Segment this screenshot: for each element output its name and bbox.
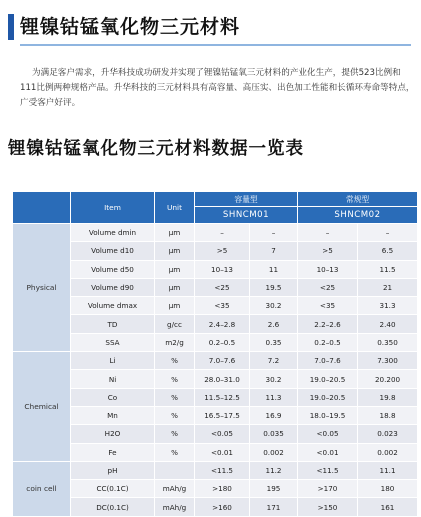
cell-s1: 16.5–17.5 bbox=[195, 406, 250, 424]
title-divider bbox=[20, 44, 411, 46]
cell-s2: – bbox=[298, 224, 358, 242]
table-row bbox=[13, 388, 418, 406]
cell-s1: <11.5 bbox=[195, 461, 250, 479]
cell-item: Co bbox=[71, 388, 155, 406]
cell-unit: μm bbox=[155, 278, 195, 296]
table-row bbox=[13, 315, 418, 333]
header-group-capacity: 容量型 bbox=[195, 192, 298, 207]
cell-s1: – bbox=[195, 224, 250, 242]
spec-table bbox=[12, 191, 418, 517]
cell-t2: 20.200 bbox=[358, 370, 418, 388]
table-row bbox=[13, 461, 418, 479]
cell-unit: g/cc bbox=[155, 315, 195, 333]
cell-t1: 11.2 bbox=[250, 461, 298, 479]
table-row bbox=[13, 480, 418, 498]
section-title: 锂镍钴锰氧化物三元材料数据一览表 bbox=[8, 139, 304, 159]
spec-table-body bbox=[13, 224, 418, 517]
cell-t1: 0.002 bbox=[250, 443, 298, 461]
cell-t2: 21 bbox=[358, 278, 418, 296]
cell-t2: 6.5 bbox=[358, 242, 418, 260]
cell-item: Mn bbox=[71, 406, 155, 424]
header-model-2: SHNCM02 bbox=[298, 207, 418, 224]
cell-s1: <0.01 bbox=[195, 443, 250, 461]
cell-item: Fe bbox=[71, 443, 155, 461]
cell-s2: <11.5 bbox=[298, 461, 358, 479]
cell-t1: 30.2 bbox=[250, 297, 298, 315]
category-label: Chemical bbox=[13, 352, 71, 462]
cell-item: Li bbox=[71, 352, 155, 370]
cell-unit: % bbox=[155, 443, 195, 461]
cell-s1: >180 bbox=[195, 480, 250, 498]
category-label: Physical bbox=[13, 224, 71, 352]
cell-s2: 7.0–7.6 bbox=[298, 352, 358, 370]
cell-s2: 0.2–0.5 bbox=[298, 333, 358, 351]
cell-t2: 18.8 bbox=[358, 406, 418, 424]
cell-t1: 11.3 bbox=[250, 388, 298, 406]
table-row bbox=[13, 242, 418, 260]
cell-t2: 0.023 bbox=[358, 425, 418, 443]
header-unit: Unit bbox=[155, 192, 195, 224]
table-row bbox=[13, 498, 418, 516]
cell-t1: 0.35 bbox=[250, 333, 298, 351]
cell-s1: 11.5–12.5 bbox=[195, 388, 250, 406]
cell-t1: 0.035 bbox=[250, 425, 298, 443]
table-row bbox=[13, 370, 418, 388]
cell-t2: 7.300 bbox=[358, 352, 418, 370]
cell-t1: 7 bbox=[250, 242, 298, 260]
cell-s2: >5 bbox=[298, 242, 358, 260]
cell-s2: 18.0–19.5 bbox=[298, 406, 358, 424]
cell-s2: <0.01 bbox=[298, 443, 358, 461]
cell-t1: 30.2 bbox=[250, 370, 298, 388]
cell-t1: – bbox=[250, 224, 298, 242]
cell-s2: <0.05 bbox=[298, 425, 358, 443]
table-row bbox=[13, 260, 418, 278]
cell-t2: – bbox=[358, 224, 418, 242]
table-row bbox=[13, 297, 418, 315]
page-title: 锂镍钴锰氧化物三元材料 bbox=[20, 16, 241, 38]
cell-item: SSA bbox=[71, 333, 155, 351]
cell-t1: 2.6 bbox=[250, 315, 298, 333]
cell-unit: μm bbox=[155, 224, 195, 242]
cell-unit: mAh/g bbox=[155, 498, 195, 516]
table-row bbox=[13, 425, 418, 443]
cell-item: Volume d50 bbox=[71, 260, 155, 278]
title-accent-bar bbox=[8, 14, 14, 40]
cell-s1: >5 bbox=[195, 242, 250, 260]
cell-unit: % bbox=[155, 425, 195, 443]
header-item: Item bbox=[71, 192, 155, 224]
cell-s1: <0.05 bbox=[195, 425, 250, 443]
cell-t1: 195 bbox=[250, 480, 298, 498]
cell-t2: 19.8 bbox=[358, 388, 418, 406]
cell-t2: 0.350 bbox=[358, 333, 418, 351]
cell-t2: 161 bbox=[358, 498, 418, 516]
table-row bbox=[13, 352, 418, 370]
cell-t1: 171 bbox=[250, 498, 298, 516]
cell-unit bbox=[155, 461, 195, 479]
cell-s2: 19.0–20.5 bbox=[298, 388, 358, 406]
header-group-regular: 常规型 bbox=[298, 192, 418, 207]
cell-s1: <35 bbox=[195, 297, 250, 315]
cell-unit: % bbox=[155, 352, 195, 370]
cell-item: Ni bbox=[71, 370, 155, 388]
cell-s1: >160 bbox=[195, 498, 250, 516]
cell-s2: 2.2–2.6 bbox=[298, 315, 358, 333]
table-row bbox=[13, 406, 418, 424]
cell-item: Volume dmax bbox=[71, 297, 155, 315]
header-model-1: SHNCM01 bbox=[195, 207, 298, 224]
cell-s1: 7.0–7.6 bbox=[195, 352, 250, 370]
cell-item: Volume dmin bbox=[71, 224, 155, 242]
cell-s2: >170 bbox=[298, 480, 358, 498]
cell-t1: 7.2 bbox=[250, 352, 298, 370]
table-row bbox=[13, 443, 418, 461]
cell-unit: μm bbox=[155, 260, 195, 278]
cell-t2: 180 bbox=[358, 480, 418, 498]
table-row bbox=[13, 333, 418, 351]
cell-t2: 11.5 bbox=[358, 260, 418, 278]
cell-item: Volume d90 bbox=[71, 278, 155, 296]
cell-item: TD bbox=[71, 315, 155, 333]
cell-t2: 2.40 bbox=[358, 315, 418, 333]
cell-unit: mAh/g bbox=[155, 480, 195, 498]
cell-unit: μm bbox=[155, 242, 195, 260]
category-label: coin cell bbox=[13, 461, 71, 516]
cell-s1: 28.0–31.0 bbox=[195, 370, 250, 388]
cell-t1: 19.5 bbox=[250, 278, 298, 296]
cell-t2: 31.3 bbox=[358, 297, 418, 315]
table-row bbox=[13, 224, 418, 242]
cell-item: CC(0.1C) bbox=[71, 480, 155, 498]
cell-t2: 11.1 bbox=[358, 461, 418, 479]
cell-unit: % bbox=[155, 406, 195, 424]
cell-s2: 19.0–20.5 bbox=[298, 370, 358, 388]
cell-s1: 0.2–0.5 bbox=[195, 333, 250, 351]
cell-unit: % bbox=[155, 370, 195, 388]
cell-unit: μm bbox=[155, 297, 195, 315]
cell-t2: 0.002 bbox=[358, 443, 418, 461]
cell-s2: 10–13 bbox=[298, 260, 358, 278]
page-header bbox=[0, 6, 421, 46]
cell-s1: <25 bbox=[195, 278, 250, 296]
table-row bbox=[13, 278, 418, 296]
cell-s2: >150 bbox=[298, 498, 358, 516]
cell-t1: 16.9 bbox=[250, 406, 298, 424]
intro-paragraph: 为满足客户需求，升华科技成功研发并实现了锂镍钴锰氧三元材料的产业化生产，提供523比例和111比例两种规格产品。升华科技的三元材料具有高容量、高压实、出色加工性能和长循环寿命等特点，广受客户好评。 bbox=[20, 68, 415, 108]
cell-t1: 11 bbox=[250, 260, 298, 278]
cell-item: DC(0.1C) bbox=[71, 498, 155, 516]
cell-s1: 10–13 bbox=[195, 260, 250, 278]
cell-s2: <25 bbox=[298, 278, 358, 296]
cell-s1: 2.4–2.8 bbox=[195, 315, 250, 333]
cell-item: Volume d10 bbox=[71, 242, 155, 260]
header-blank bbox=[13, 192, 71, 224]
cell-item: pH bbox=[71, 461, 155, 479]
cell-unit: % bbox=[155, 388, 195, 406]
cell-unit: m2/g bbox=[155, 333, 195, 351]
cell-item: H2O bbox=[71, 425, 155, 443]
cell-s2: <35 bbox=[298, 297, 358, 315]
